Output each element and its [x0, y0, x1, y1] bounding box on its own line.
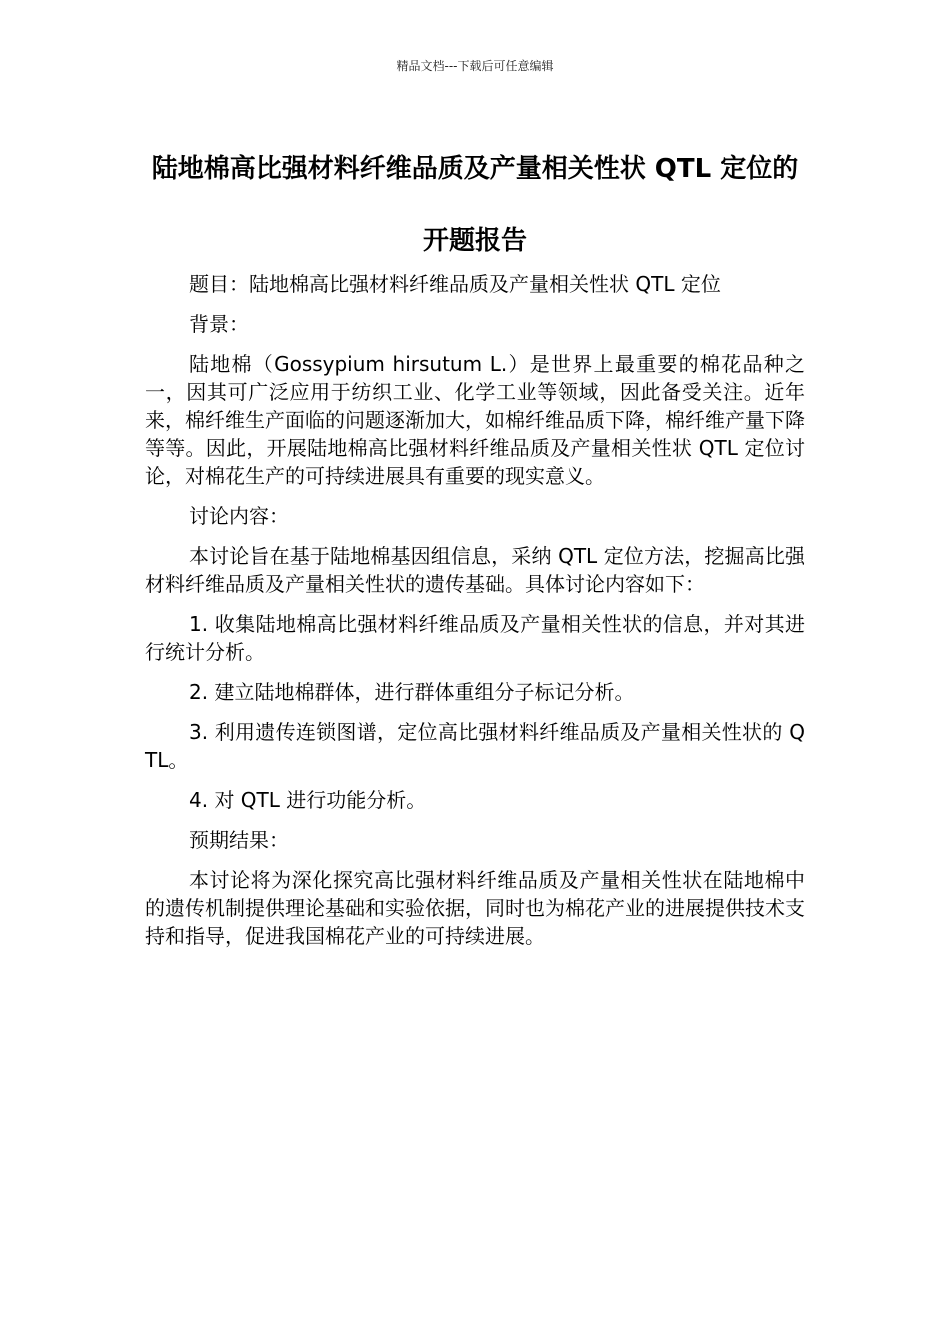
document-title: 陆地棉高比强材料纤维品质及产量相关性状 QTL 定位的开题报告: [151, 154, 799, 256]
paragraph-item-2: 2. 建立陆地棉群体，进行群体重组分子标记分析。: [189, 680, 635, 704]
paragraph-topic: 题目：陆地棉高比强材料纤维品质及产量相关性状 QTL 定位: [189, 272, 721, 296]
paragraph-background: 陆地棉（Gossypium hirsutum L.）是世界上最重要的棉花品种之一，因其可广泛应用于纺织工业、化学工业等领域，因此备受关注。近年来，棉纤维生产面临的问题逐渐加大，如棉纤维品质下降，棉纤维产量下降等等。因此，开展陆地棉高比强材料纤维品质及产量相关性状 QTL 定位讨论，对棉花生产的可持续进展具有重要的现实意义。: [145, 352, 805, 488]
paragraph-background-heading: 背景：: [189, 312, 249, 336]
paragraph-item-1: 1. 收集陆地棉高比强材料纤维品质及产量相关性状的信息，并对其进行统计分析。: [145, 612, 805, 664]
document-body: [145, 270, 805, 962]
paragraph-item-4: 4. 对 QTL 进行功能分析。: [189, 788, 427, 812]
paragraph-content-heading: 讨论内容：: [189, 504, 289, 528]
paragraph-results: 本讨论将为深化探究高比强材料纤维品质及产量相关性状在陆地棉中的遗传机制提供理论基础和实验依据，同时也为棉花产业的进展提供技术支持和指导，促进我国棉花产业的可持续进展。: [145, 868, 805, 948]
paragraph-results-heading: 预期结果：: [189, 828, 289, 852]
header-note: 精品文档---下载后可任意编辑: [396, 59, 554, 73]
paragraph-content-intro: 本讨论旨在基于陆地棉基因组信息，采纳 QTL 定位方法，挖掘高比强材料纤维品质及产量相关性状的遗传基础。具体讨论内容如下：: [145, 544, 805, 596]
paragraph-item-3: 3. 利用遗传连锁图谱，定位高比强材料纤维品质及产量相关性状的 QTL。: [145, 720, 805, 772]
